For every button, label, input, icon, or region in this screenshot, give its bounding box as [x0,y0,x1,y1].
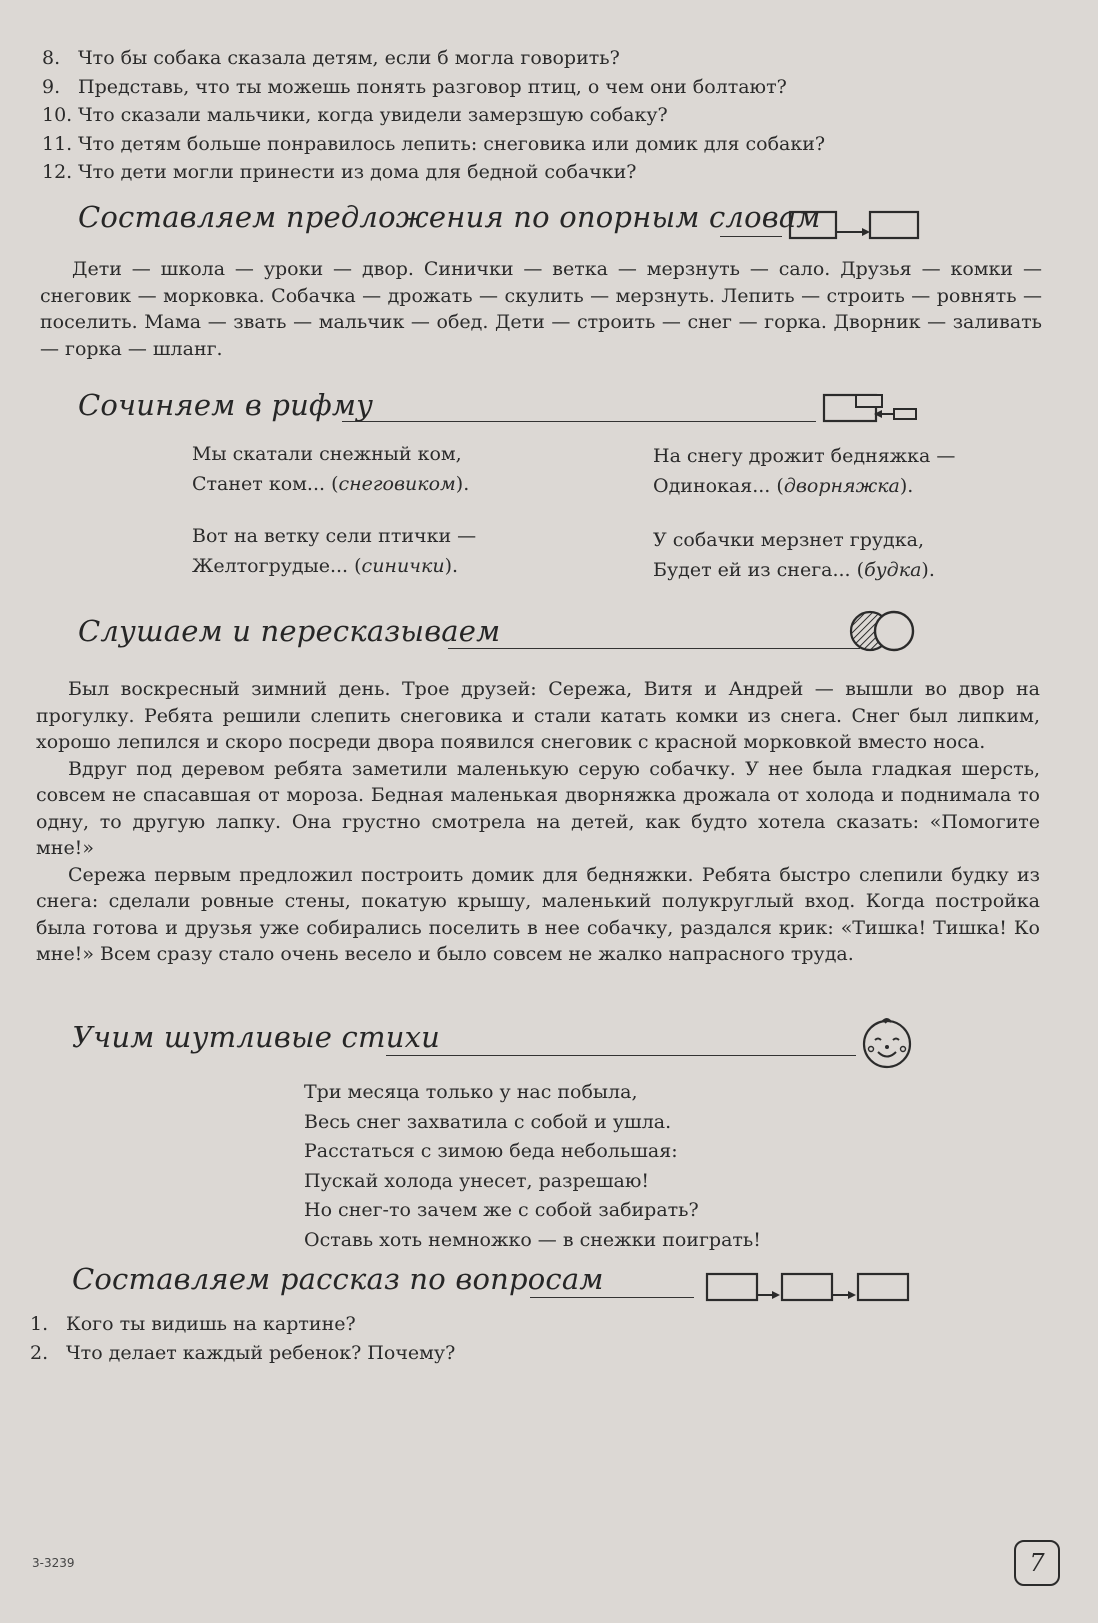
rhyme-line: У собачки мерзнет грудка, [653,529,925,551]
rhyme-answer: дворняжка [783,474,900,497]
list-item [42,73,1042,102]
rhyme-boxes-icon [822,392,920,426]
rhyme-answer: снеговиком [338,472,456,495]
item-number: 12. [42,161,73,183]
rhyme-line: Станет ком... (снеговиком). [192,472,470,495]
item-number: 8. [42,47,61,69]
item-number: 11. [42,132,73,155]
list-item [42,130,1042,159]
question-list-bottom [30,1310,1030,1367]
rhyme-line: Одинокая... (дворняжка). [653,474,914,497]
list-item [42,158,1042,187]
section-title-story-by-questions: Составляем рассказ по вопросам [72,1262,604,1296]
item-number: 1. [30,1313,49,1335]
list-item [30,1310,1030,1339]
list-item [42,44,1042,73]
heading-rule [448,648,860,649]
heading-rule [386,1055,856,1056]
item-text: Что делает каждый ребенок? Почему? [66,1341,456,1364]
item-number: 9. [42,75,61,98]
poem-line: Три месяца только у нас побыла, [304,1081,638,1103]
rhyme-line: На снегу дрожит бедняжка — [653,445,956,467]
smiling-face-icon [858,1014,916,1070]
item-text: Что дети могли принести из дома для бедной собачки? [78,161,637,183]
key-words-text [40,256,1042,362]
section-title-funny-poems: Учим шутливые стихи [72,1020,440,1054]
paragraph: Вдруг под деревом ребята заметили маленькую серую собачку. У нее была гладкая шерсть, совсем не спасавшая от мороза. Бедная маленькая дворняжка дрожала от холода и поднимала то одну, то другую лапку. Она грустно смотрела на детей, как будто хотела сказать: «Помогите мне!» [36,757,1040,859]
paragraph: Дети — школа — уроки — двор. Синички — ветка — мерзнуть — сало. Друзья — комки — снеговик — морковка. Собачка — дрожать — скулить — мерзнуть. Лепить — строить — ровнять — поселить. Мама — звать — мальчик — обед. Дети — строить — снег — горка. Дворник — заливать — горка — шланг. [40,258,1042,360]
poem-line: Весь снег захватила с собой и ушла. [304,1110,672,1133]
section-title-key-words: Составляем предложения по опорным словам [78,200,821,234]
poem-line: Но снег-то зачем же с собой забирать? [304,1199,699,1221]
poem-line: Расстаться с зимою беда небольшая: [304,1140,678,1162]
rhyme-answer: будка [864,558,922,581]
sequence-boxes-icon [788,208,922,242]
rhyme-1 [192,440,469,499]
print-code: 3-3239 [32,1556,75,1570]
item-number: 2. [30,1341,49,1364]
heading-rule [720,236,782,237]
poem-line: Оставь хоть немножко — в снежки поиграть! [304,1228,761,1251]
item-text: Что сказали мальчики, когда увидели замерзшую собаку? [78,104,668,126]
rhyme-2 [653,442,955,501]
rhyme-3 [192,522,476,581]
item-text: Представь, что ты можешь понять разговор птиц, о чем они болтают? [78,75,787,98]
page-number: 7 [1014,1540,1060,1586]
poem-line: Пускай холода унесет, разрешаю! [304,1169,650,1192]
rhyme-4 [653,526,935,585]
item-number: 10. [42,104,73,126]
item-text: Что бы собака сказала детям, если б могла говорить? [78,47,620,69]
heading-rule [342,421,816,422]
list-item [30,1339,1030,1368]
rhyme-line: Вот на ветку сели птички — [192,525,477,547]
rhyme-answer: синички [361,554,445,577]
rhyme-line: Будет ей из снега... (будка). [653,558,935,581]
paragraph: Сережа первым предложил построить домик для бедняжки. Ребята быстро слепили будку из снега: сделали ровные стены, покатую крышу, маленький полукруглый вход. Когда постройка была готова и друзья уже собирались поселить в нее собачку, раздался крик: «Тишка! Тишка! Ко мне!» Всем сразу стало очень весело и было совсем не жалко напрасного труда. [36,863,1040,965]
paragraph: Был воскресный зимний день. Трое друзей: Сережа, Витя и Андрей — вышли во двор на прогулку. Ребята решили слепить снеговика и стали катать комки из снега. Снег был липким, хорошо лепился и скоро посреди двора появился снеговик с красной морковкой вместо носа. [36,678,1040,753]
list-item [42,101,1042,130]
story-text [36,676,1040,968]
rhyme-line: Желтогрудые... (синички). [192,554,459,577]
item-text: Что детям больше понравилось лепить: снеговика или домик для собаки? [78,132,826,155]
listen-circles-icon [848,608,918,654]
section-title-listen-retell: Слушаем и пересказываем [78,614,501,648]
section-title-rhyme: Сочиняем в рифму [78,388,374,422]
three-boxes-sequence-icon [704,1270,914,1304]
heading-rule [530,1297,694,1298]
funny-poem [304,1078,761,1255]
rhyme-line: Мы скатали снежный ком, [192,443,462,465]
item-text: Кого ты видишь на картине? [66,1313,356,1335]
question-list-top [42,44,1042,187]
